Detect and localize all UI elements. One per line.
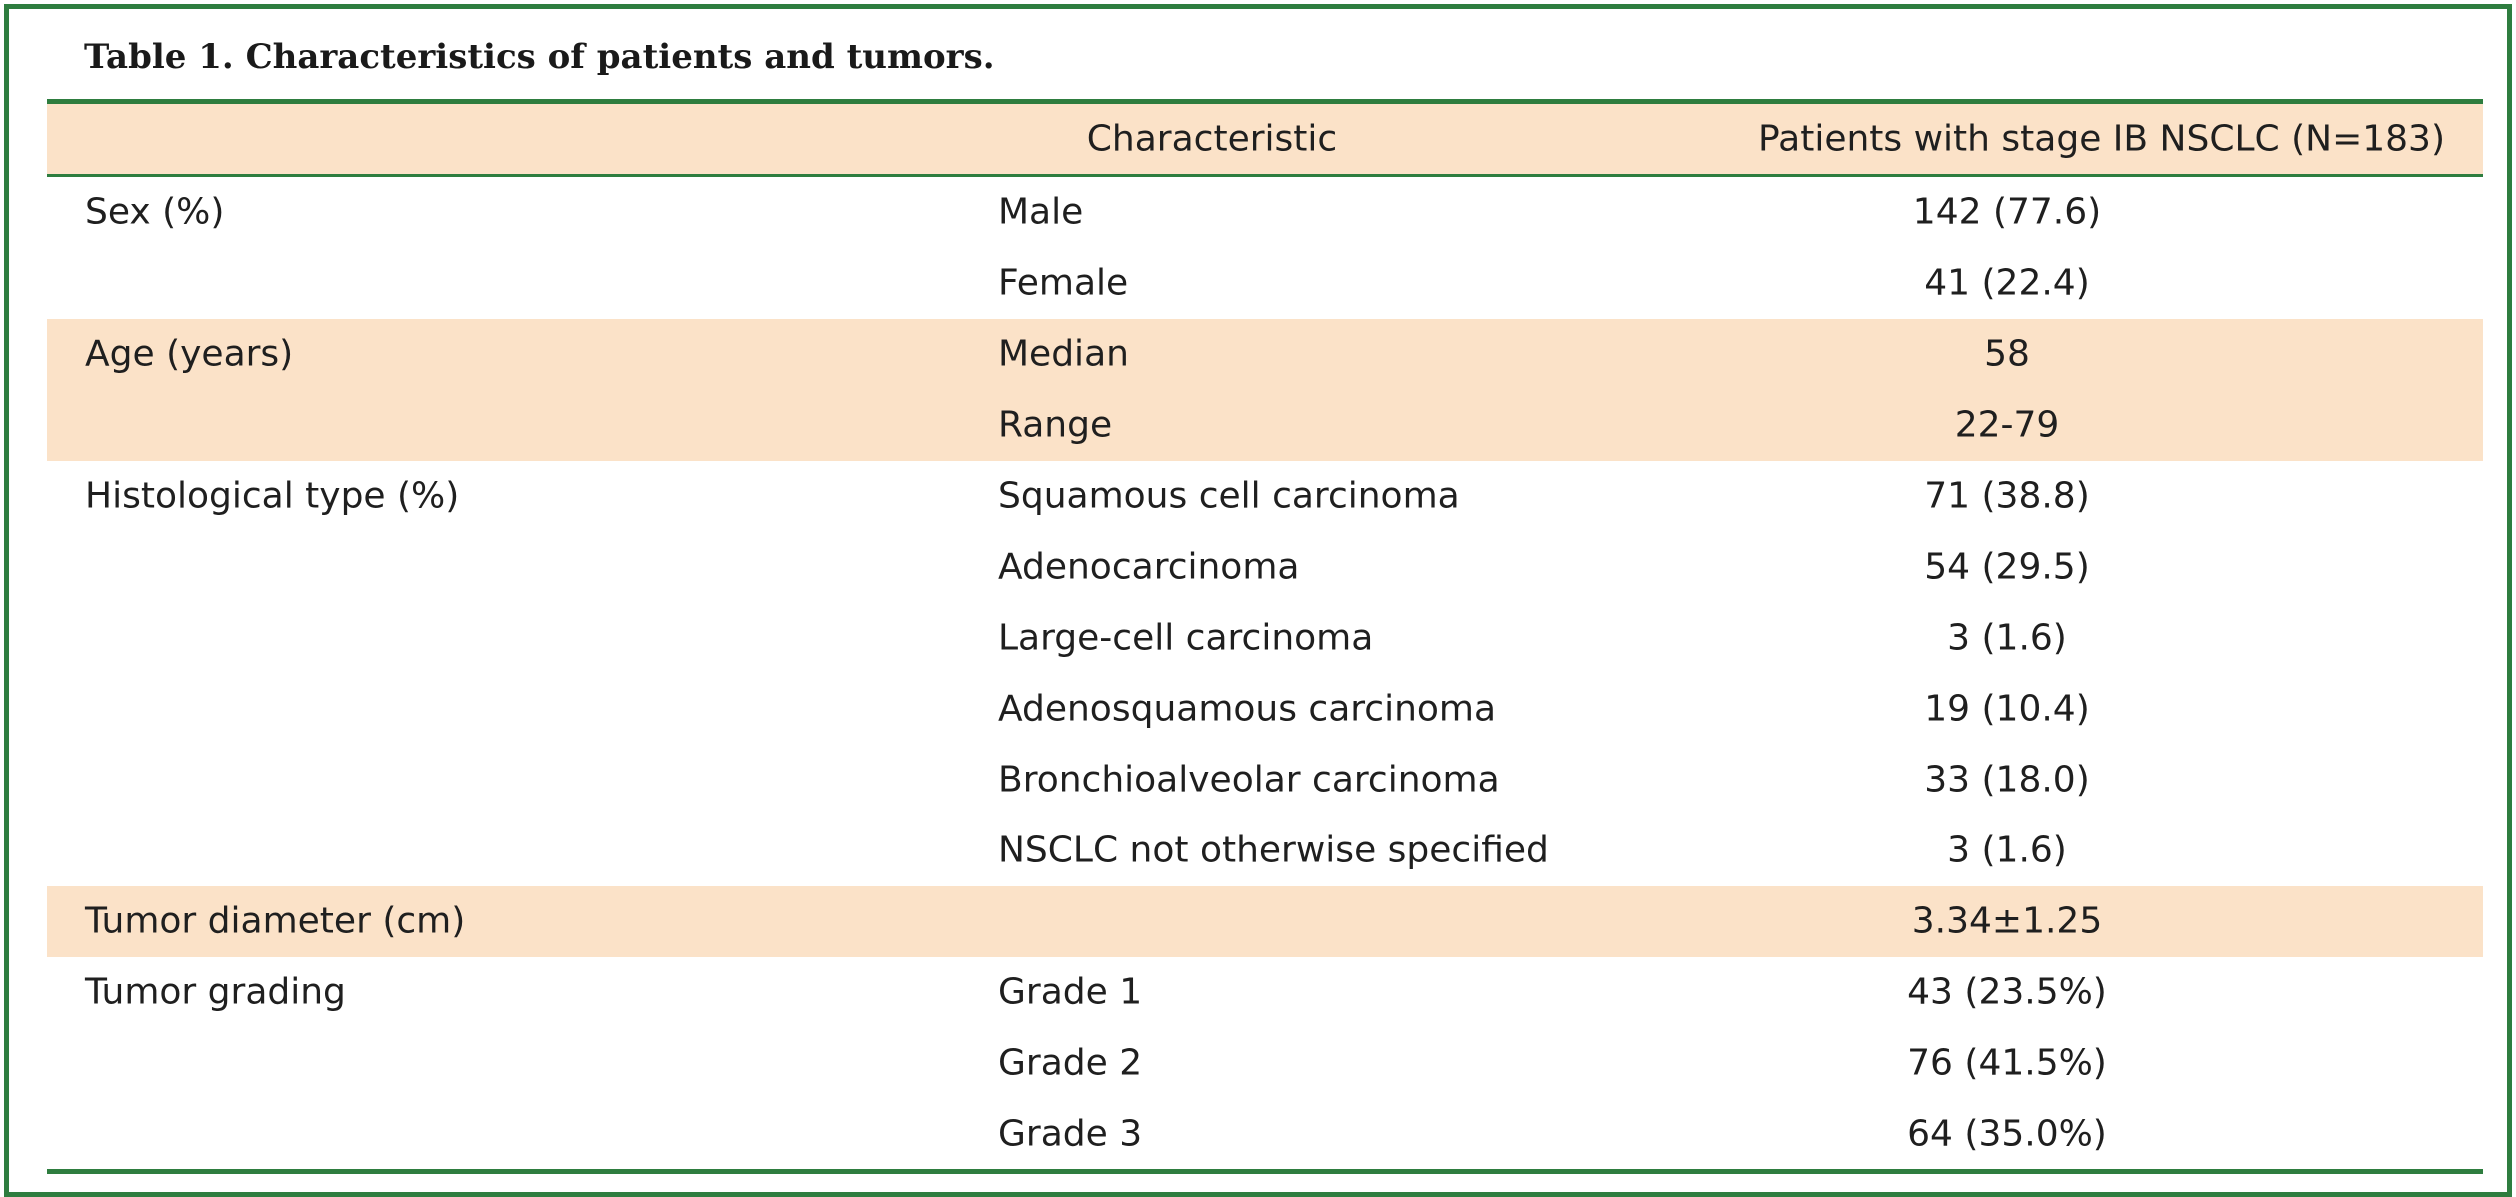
- row-value: 64 (35.0%): [1907, 1113, 2107, 1155]
- row-group-label: Tumor diameter (cm): [85, 900, 466, 942]
- row-value: 76 (41.5%): [1907, 1042, 2107, 1084]
- table-frame: [4, 4, 2512, 1197]
- row-value: 43 (23.5%): [1907, 971, 2107, 1013]
- row-characteristic: Squamous cell carcinoma: [998, 475, 1460, 517]
- table-body: [47, 177, 2483, 1169]
- row-characteristic: Female: [998, 262, 1129, 304]
- table-row: [47, 1099, 2483, 1170]
- row-group-label: Tumor grading: [85, 971, 346, 1013]
- table-row: [47, 390, 2483, 461]
- row-group-label: Sex (%): [85, 191, 225, 233]
- table-row: [47, 673, 2483, 744]
- row-value: 142 (77.6): [1912, 191, 2102, 233]
- row-characteristic: Grade 2: [998, 1042, 1143, 1084]
- row-characteristic: Large-cell carcinoma: [998, 617, 1374, 659]
- row-value: 54 (29.5): [1924, 546, 2090, 588]
- row-characteristic: Male: [998, 191, 1084, 233]
- table-row: [47, 602, 2483, 673]
- table-row: [47, 248, 2483, 319]
- row-characteristic: Range: [998, 404, 1113, 446]
- table-row: [47, 886, 2483, 957]
- row-value: 71 (38.8): [1924, 475, 2090, 517]
- row-value: 3.34±1.25: [1911, 900, 2103, 942]
- row-characteristic: Median: [998, 333, 1129, 375]
- row-characteristic: Grade 3: [998, 1113, 1143, 1155]
- row-characteristic: Adenosquamous carcinoma: [998, 688, 1497, 730]
- row-characteristic: NSCLC not otherwise specified: [998, 829, 1549, 871]
- characteristics-table: [47, 99, 2483, 1174]
- table-row: [47, 744, 2483, 815]
- table-caption: Table 1. Characteristics of patients and tumors.: [84, 37, 995, 77]
- table-row: [47, 531, 2483, 602]
- row-group-label: Age (years): [85, 333, 294, 375]
- table-row: [47, 319, 2483, 390]
- row-value: 19 (10.4): [1924, 688, 2090, 730]
- table-row: [47, 1028, 2483, 1099]
- row-group-label: Histological type (%): [85, 475, 460, 517]
- row-characteristic: Adenocarcinoma: [998, 546, 1300, 588]
- row-value: 41 (22.4): [1924, 262, 2090, 304]
- row-value: 3 (1.6): [1947, 829, 2067, 871]
- table-row: [47, 177, 2483, 248]
- row-characteristic: Bronchioalveolar carcinoma: [998, 759, 1500, 801]
- row-value: 3 (1.6): [1947, 617, 2067, 659]
- header-patients: Patients with stage IB NSCLC (N=183): [1758, 118, 2445, 160]
- row-characteristic: Grade 1: [998, 971, 1143, 1013]
- row-value: 58: [1984, 333, 2030, 375]
- table-header-row: [47, 104, 2483, 177]
- header-characteristic: Characteristic: [1086, 118, 1338, 160]
- table-row: [47, 957, 2483, 1028]
- row-value: 22-79: [1954, 404, 2060, 446]
- row-value: 33 (18.0): [1924, 759, 2090, 801]
- table-row: [47, 815, 2483, 886]
- table-row: [47, 461, 2483, 532]
